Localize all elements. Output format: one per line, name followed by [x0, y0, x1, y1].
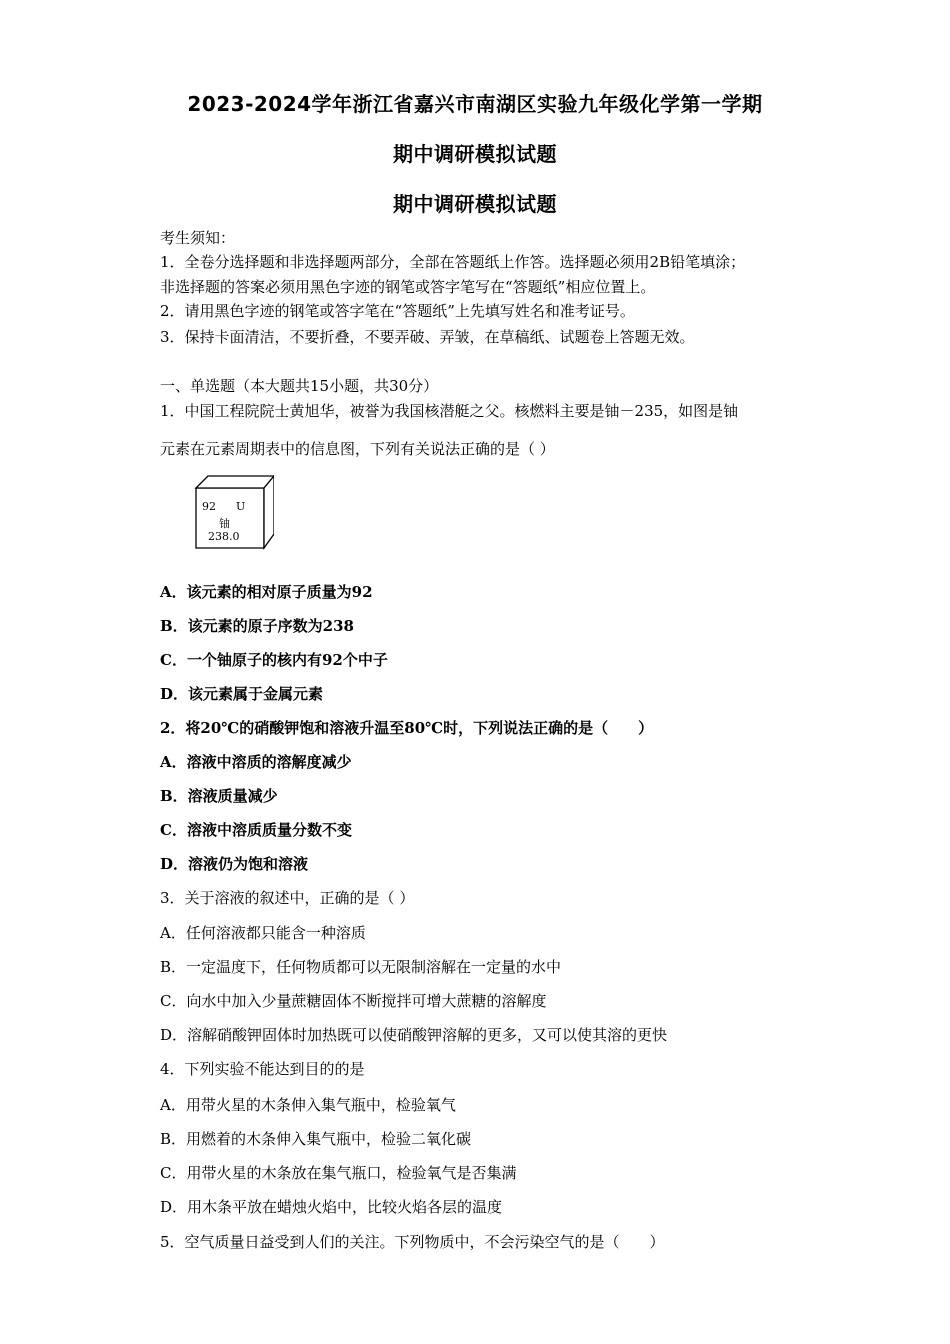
atomic-number: 92: [202, 500, 216, 513]
document-title-line2: 期中调研模拟试题: [393, 142, 557, 166]
q3-option-a: A．任何溶液都只能含一种溶质: [160, 924, 366, 942]
q2-option-d: D．溶液仍为饱和溶液: [160, 855, 309, 873]
q4-option-c: C．用带火星的木条放在集气瓶口，检验氧气是否集满: [160, 1164, 517, 1182]
atomic-mass: 238.0: [208, 530, 240, 543]
document-title-line3: 期中调研模拟试题: [393, 192, 557, 216]
q3-stem: 3．关于溶液的叙述中，正确的是（ ）: [160, 889, 415, 907]
q4-option-b: B．用燃着的木条伸入集气瓶中，检验二氧化碳: [160, 1130, 472, 1148]
q1-stem-line1: 1．中国工程院院士黄旭华，被誉为我国核潜艇之父。核燃料主要是铀－235，如图是铀: [160, 402, 739, 420]
document-title-line1: 2023-2024学年浙江省嘉兴市南湖区实验九年级化学第一学期: [187, 92, 763, 116]
element-name: 铀: [219, 517, 230, 530]
uranium-element-card: [190, 472, 274, 552]
q1-stem-line2: 元素在元素周期表中的信息图，下列有关说法正确的是（ ）: [160, 440, 555, 458]
q3-option-d: D．溶解硝酸钾固体时加热既可以使硝酸钾溶解的更多，又可以使其溶的更快: [160, 1026, 668, 1044]
notice-line-2: 非选择题的答案必须用黑色字迹的钢笔或答字笔写在“答题纸”相应位置上。: [160, 278, 656, 296]
q1-option-b: B．该元素的原子序数为238: [160, 617, 354, 635]
q2-stem: 2．将20℃的硝酸钾饱和溶液升温至80℃时，下列说法正确的是（ ）: [160, 719, 654, 737]
q3-option-b: B．一定温度下，任何物质都可以无限制溶解在一定量的水中: [160, 958, 562, 976]
q4-stem: 4．下列实验不能达到目的的是: [160, 1060, 365, 1078]
q5-stem: 5．空气质量日益受到人们的关注。下列物质中，不会污染空气的是（ ）: [160, 1233, 665, 1251]
q4-option-d: D．用木条平放在蜡烛火焰中，比较火焰各层的温度: [160, 1198, 503, 1216]
q2-option-c: C．溶液中溶质质量分数不变: [160, 821, 352, 839]
section-heading: 一、单选题（本大题共15小题，共30分）: [160, 377, 439, 395]
q4-option-a: A．用带火星的木条伸入集气瓶中，检验氧气: [160, 1096, 456, 1114]
q2-option-b: B．溶液质量减少: [160, 787, 278, 805]
q3-option-c: C．向水中加入少量蔗糖固体不断搅拌可增大蔗糖的溶解度: [160, 992, 547, 1010]
notice-line-3: 2．请用黑色字迹的钢笔或答字笔在“答题纸”上先填写姓名和准考证号。: [160, 302, 635, 320]
notice-heading: 考生须知：: [160, 229, 236, 247]
q1-option-a: A．该元素的相对原子质量为92: [160, 583, 373, 601]
q2-option-a: A．溶液中溶质的溶解度减少: [160, 753, 352, 771]
notice-line-1: 1．全卷分选择题和非选择题两部分，全部在答题纸上作答。选择题必须用2B铅笔填涂；: [160, 253, 746, 271]
element-symbol: U: [236, 500, 246, 513]
q1-option-c: C．一个铀原子的核内有92个中子: [160, 651, 388, 669]
q1-option-d: D．该元素属于金属元素: [160, 685, 324, 703]
notice-line-4: 3．保持卡面清洁，不要折叠，不要弄破、弄皱，在草稿纸、试题卷上答题无效。: [160, 328, 695, 346]
